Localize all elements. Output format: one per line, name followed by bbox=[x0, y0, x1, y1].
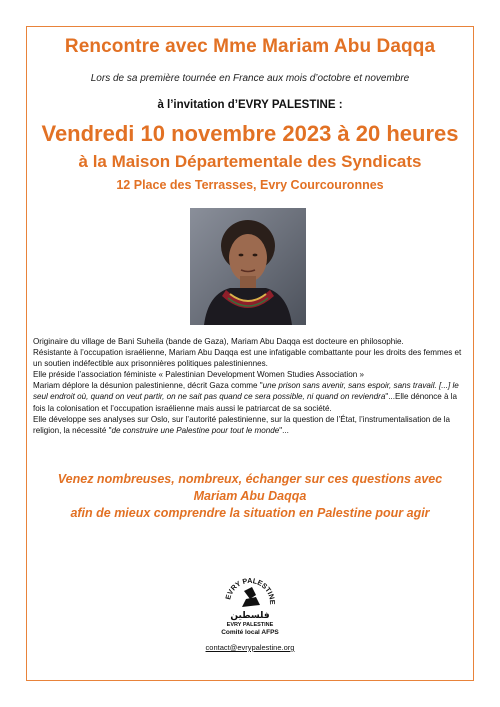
portrait-photo bbox=[190, 208, 306, 325]
logo-arabic-text: فلسطين bbox=[230, 611, 270, 621]
tour-subtitle: Lors de sa première tournée en France aux mois d’octobre et novembre bbox=[90, 73, 410, 84]
biography bbox=[33, 336, 468, 436]
cta-line-1: Venez nombreuses, nombreux, échanger sur ces questions avec bbox=[57, 472, 443, 486]
page-title: Rencontre avec Mme Mariam Abu Daqqa bbox=[64, 36, 436, 57]
logo-org-name: EVRY PALESTINE bbox=[226, 622, 274, 628]
bio-analysis: Elle développe ses analyses sur Oslo, sur l’autorité palestinienne, sur la question de l’État, l’instrumentalisation de la religion, la nécessité "de construire une Palestine pour tout le monde"... bbox=[33, 414, 451, 435]
logo-arc-text: EVRY PALESTINE bbox=[223, 575, 278, 605]
bio-association: Elle préside l’association féministe « Palestinian Development Women Studies Association » bbox=[33, 370, 364, 380]
bio-gaza: Mariam déplore la désunion palestinienne, décrit Gaza comme "une prison sans avenir, sans espoir, sans travail. [...] le seul endroit où, quand on veut partir, on ne sait pas quand ce sera possible, ni quand on reviendra"...Elle dénonce à la fois la colonisation et l’occupation israélienne mais aussi le patriarcat de sa société. bbox=[33, 381, 459, 413]
bio-resistance: Résistante à l’occupation israélienne, Mariam Abu Daqqa est une infatigable combattante pour les droits des femmes et un soutien indéfectible aux prisonnières politiques palestiniennes. bbox=[33, 348, 462, 369]
event-address: 12 Place des Terrasses, Evry Courcouronnes bbox=[116, 178, 384, 192]
logo-committee: Comité local AFPS bbox=[221, 629, 279, 636]
invitation-line: à l’invitation d’EVRY PALESTINE : bbox=[157, 99, 343, 111]
contact-line bbox=[0, 643, 500, 652]
call-to-action bbox=[0, 471, 500, 522]
bio-origin: Originaire du village de Bani Suheila (bande de Gaza), Mariam Abu Daqqa est docteure en philosophie. bbox=[33, 337, 404, 346]
evry-palestine-logo bbox=[222, 573, 278, 621]
event-date: Vendredi 10 novembre 2023 à 20 heures bbox=[41, 121, 459, 146]
event-venue: à la Maison Départementale des Syndicats bbox=[78, 152, 422, 171]
bio-gaza-quote: une prison sans avenir, sans espoir, sans travail. [...] le seul endroit où, quand on veut partir, on ne sait pas quand ce sera possible, ni quand on reviendra bbox=[33, 381, 459, 402]
contact-email-link[interactable]: contact@evrypalestine.org bbox=[205, 643, 295, 652]
cta-line-3: afin de mieux comprendre la situation en Palestine pour agir bbox=[70, 506, 430, 520]
bio-analysis-quote: de construire une Palestine pour tout le monde bbox=[111, 425, 280, 435]
cta-line-2: Mariam Abu Daqqa bbox=[193, 489, 307, 503]
